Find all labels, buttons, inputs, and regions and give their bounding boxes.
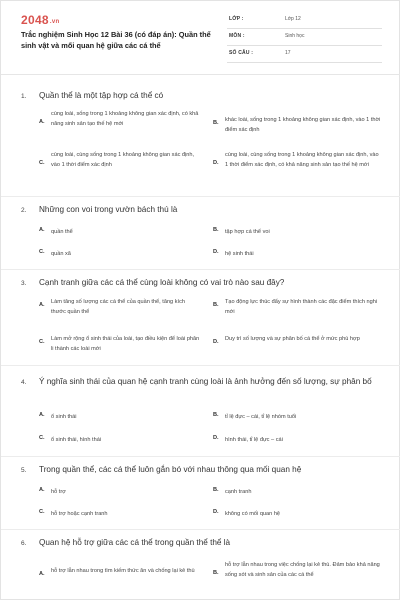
question-text: Trong quần thể, các cá thể luôn gắn bó với nhau thông qua mối quan hệ [39,465,302,474]
option-text: cùng loài, sống trong 1 khoảng không gian xác định, có khả năng sinh sản tạo thế hệ mới [51,111,199,127]
answer-option[interactable] [39,566,201,577]
answer-option[interactable] [213,435,383,445]
answer-option[interactable] [213,227,383,237]
option-text: hỗ trợ [51,489,66,495]
option-letter: C. [39,339,45,345]
answer-option[interactable] [39,435,201,445]
meta-value: Lớp 12 [285,16,301,22]
worksheet-header [1,1,400,73]
question-text: Cạnh tranh giữa các cá thể cùng loài không có vai trò nào sau đây? [39,278,285,287]
option-letter: B. [213,412,219,418]
meta-key: MÔN : [229,33,245,39]
option-letter: B. [213,570,219,576]
answer-option[interactable] [39,412,201,422]
answer-option[interactable] [213,115,383,135]
option-letter: B. [213,227,219,233]
option-text: ổ sinh thái [51,414,77,420]
option-text: hỗ trợ hoặc cạnh tranh [51,511,108,517]
option-letter: A. [39,302,45,308]
option-text: tập hợp cá thể voi [225,229,270,235]
question-number: 1. [21,93,27,100]
option-letter: D. [213,435,219,441]
option-text: Làm tăng số lượng các cá thể của quần thể, tăng kích thước quần thể [51,299,185,315]
option-text: quần thể [51,229,73,235]
option-text: cùng loài, cùng sống trong 1 khoảng không gian xác định, vào 1 thời điểm xác định [51,152,195,168]
option-text: ổ sinh thái, hình thái [51,437,102,443]
question-text: Ý nghĩa sinh thái của quan hệ cạnh tranh cùng loài là ảnh hưởng đến số lượng, sự phân bố [39,377,372,386]
option-letter: A. [39,487,45,493]
question-text: Quan hệ hỗ trợ giữa các cá thể trong quần thể thể là [39,538,231,547]
option-letter: D. [213,160,219,166]
option-text: hình thái, tỉ lệ đực – cái [225,437,283,443]
option-letter: B. [213,120,219,126]
option-letter: C. [39,249,45,255]
option-text: hệ sinh thái [225,251,254,257]
option-letter: D. [213,339,219,345]
question-number: 2. [21,207,27,214]
answer-option[interactable] [39,227,201,237]
option-text: quần xã [51,251,71,257]
answer-option[interactable] [39,509,201,519]
header-divider [1,74,400,75]
option-letter: A. [39,412,45,418]
answer-option[interactable] [39,334,201,354]
answer-option[interactable] [39,297,201,317]
question-text: Quần thể là một tập hợp cá thể có [39,91,164,100]
meta-value: Sinh học [285,33,305,39]
site-logo[interactable] [21,13,59,27]
answer-option[interactable] [213,560,383,580]
option-text: tỉ lệ đực – cái, tỉ lệ nhóm tuổi [225,414,297,420]
option-letter: C. [39,435,45,441]
option-letter: B. [213,487,219,493]
option-letter: A. [39,227,45,233]
question-divider [1,196,400,197]
question-number: 4. [21,379,27,386]
meta-key: LỚP : [229,16,244,22]
option-text: Tạo động lực thúc đẩy sự hình thành các đặc điểm thích nghi mới [225,299,378,315]
option-letter: D. [213,509,219,515]
option-letter: A. [39,571,45,577]
option-text: hỗ trợ lẫn nhau trong việc chống lại kẻ thù. Đảm bảo khả năng sống sót và sinh sản của các cá thể [225,562,380,578]
answer-option[interactable] [213,334,383,345]
answer-option[interactable] [213,412,383,422]
option-text: hỗ trợ lẫn nhau trong tìm kiếm thức ăn và chống lại kẻ thù [51,568,195,574]
option-text: cạnh tranh [225,489,252,495]
meta-row-subject [227,29,382,46]
meta-key: SỐ CÂU : [229,50,254,56]
option-letter: C. [39,509,45,515]
question-number: 5. [21,467,27,474]
answer-option[interactable] [213,249,383,259]
meta-table [227,12,382,63]
meta-value: 17 [285,50,291,56]
option-text: khác loài, sống trong 1 khoảng không gian xác định, vào 1 thời điểm xác định [225,117,381,133]
meta-row-class [227,12,382,29]
option-letter: D. [213,249,219,255]
option-letter: A. [39,119,45,125]
answer-option[interactable] [213,487,383,497]
answer-option[interactable] [213,297,383,317]
option-letter: B. [213,302,219,308]
question-number: 3. [21,280,27,287]
meta-row-count [227,46,382,63]
answer-option[interactable] [213,150,383,170]
logo-suffix: .vn [49,19,60,25]
worksheet-title: Trắc nghiệm Sinh Học 12 Bài 36 (có đáp án): Quần thể sinh vật và mối quan hệ giữa các cá thể [21,30,211,50]
logo-text: 2048 [21,13,49,27]
answer-option[interactable] [39,150,201,170]
question-divider [1,269,400,270]
answer-option[interactable] [213,509,383,519]
question-divider [1,456,400,457]
option-text: Làm mở rộng ổ sinh thái của loài, tạo điều kiện để loài phân li thành các loài mới [51,336,200,352]
question-number: 6. [21,540,27,547]
answer-option[interactable] [39,487,201,497]
answer-option[interactable] [39,249,201,259]
question-divider [1,365,400,366]
option-text: Duy trì số lượng và sự phân bố cá thể ở mức phù hợp [225,336,360,342]
question-divider [1,529,400,530]
answer-option[interactable] [39,109,201,129]
option-text: không có mối quan hệ [225,511,281,517]
option-letter: C. [39,160,45,166]
question-text: Những con voi trong vườn bách thú là [39,205,178,214]
option-text: cùng loài, cùng sống trong 1 khoảng không gian xác định, vào 1 thời điểm xác định, có khả năng sinh sản tạo thế hệ mới [225,152,379,168]
